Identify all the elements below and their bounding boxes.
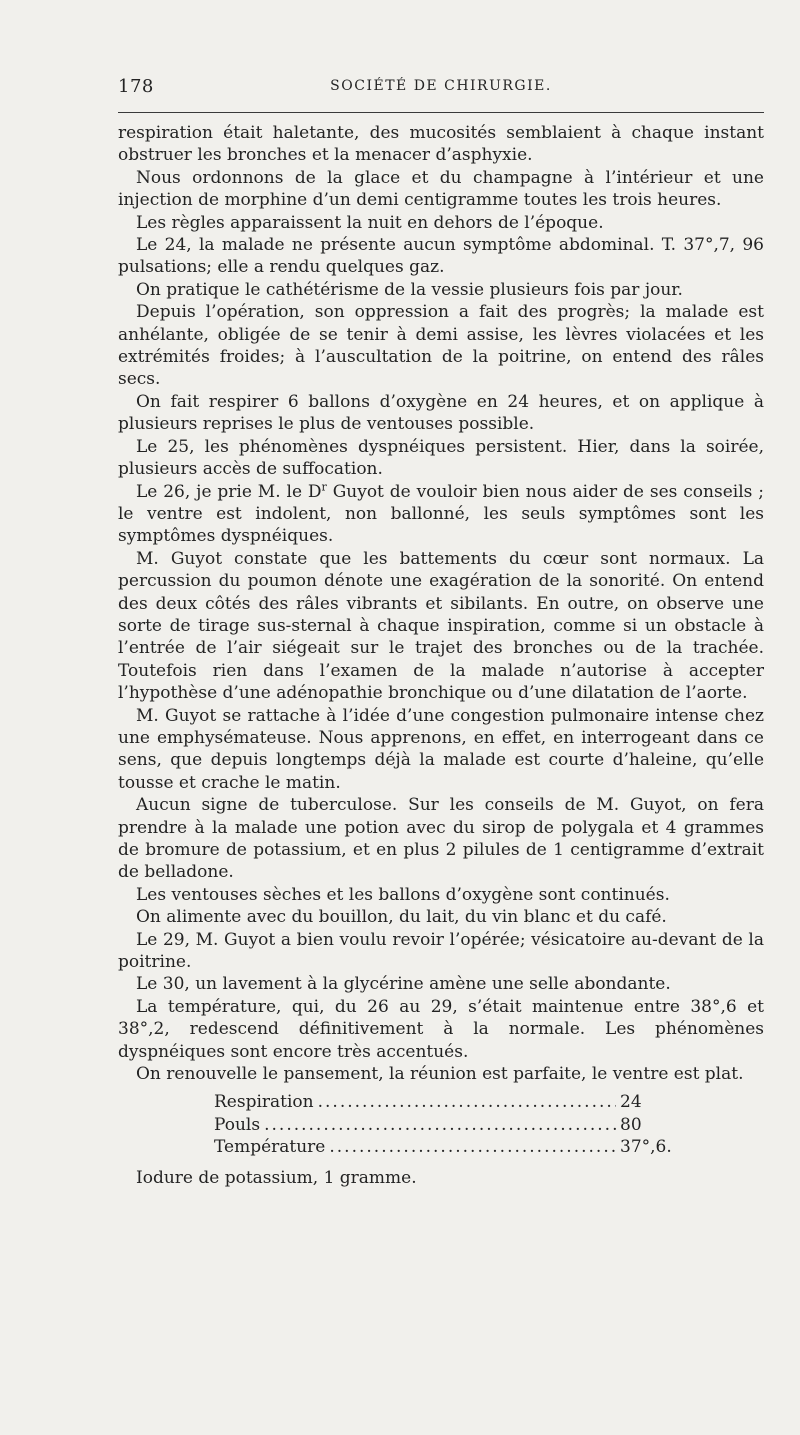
- dot-leader: [264, 1114, 616, 1136]
- page-header: [118, 76, 764, 100]
- paragraph: Le 24, la malade ne présente aucun symptôme abdominal. T. 37°,7, 96 pulsations; elle a rendu quelques gaz.: [118, 235, 764, 278]
- paragraph: On pratique le cathétérisme de la vessie plusieurs fois par jour.: [136, 279, 683, 300]
- paragraph: Les règles apparaissent la nuit en dehors de l’époque.: [136, 212, 604, 233]
- final-line: Iodure de potassium, 1 gramme.: [136, 1167, 417, 1188]
- dot-leader: [318, 1091, 616, 1113]
- paragraph: On fait respirer 6 ballons d’oxygène en 24 heures, et on applique à plusieurs reprises le plus de ventouses possible.: [118, 391, 764, 435]
- paragraph: Les ventouses sèches et les ballons d’oxygène sont continués.: [136, 884, 670, 905]
- vital-row-respiration: [214, 1091, 674, 1113]
- vital-label: Respiration: [214, 1092, 314, 1113]
- paragraph-text: Guyot de vouloir bien nous aider de ses conseils ; le ventre est indolent, non ballonné, les seuls symptômes sont les symptômes dyspnéiques.: [118, 481, 764, 547]
- vitals-table: [214, 1091, 674, 1158]
- paragraph: M. Guyot constate que les battements du cœur sont normaux. La percussion du poumon dénote une exagération de la sonorité. On entend des deux côtés des râles vibrants et sibilants. En outre, on observe une sorte de tirage sus-sternal à chaque inspiration, comme si un obstacle à l’entrée de l’air siégeait sur le trajet des bronches ou de la trachée. Toutefois rien dans l’examen de la malade n’autorise à accepter l’hypothèse d’une adénopathie bronchique ou d’une dilatation de l’aorte.: [118, 548, 764, 704]
- running-title: SOCIÉTÉ DE CHIRURGIE.: [330, 78, 552, 94]
- paragraph: On alimente avec du bouillon, du lait, du vin blanc et du café.: [136, 907, 667, 928]
- paragraph-text: Le 26, je prie M. le D: [136, 481, 322, 502]
- vital-row-temperature: [214, 1136, 674, 1158]
- vital-value: 80: [620, 1114, 642, 1135]
- paragraph-guyot-consult: [118, 481, 764, 548]
- dot-leader: [329, 1136, 616, 1158]
- vital-label: Pouls: [214, 1114, 261, 1135]
- vital-label: Température: [214, 1137, 326, 1158]
- paragraph: La température, qui, du 26 au 29, s’était maintenue entre 38°,6 et 38°,2, redescend définitivement à la normale. Les phénomènes dyspnéiques sont encore très accentués.: [118, 996, 764, 1062]
- body-text: [118, 122, 764, 1189]
- superscript: r: [321, 479, 327, 493]
- header-rule: [118, 112, 764, 113]
- paragraph: Aucun signe de tuberculose. Sur les conseils de M. Guyot, on fera prendre à la malade une potion avec du sirop de polygala et 4 grammes de bromure de potassium, et en plus 2 pilules de 1 centigramme d’extrait de belladone.: [118, 795, 764, 883]
- paragraph: Depuis l’opération, son oppression a fait des progrès; la malade est anhélante, obligée de se tenir à demi assise, les lèvres violacées et les extrémités froides; à l’auscultation de la poitrine, on entend des râles secs.: [118, 302, 764, 390]
- paragraph: Le 29, M. Guyot a bien voulu revoir l’opérée; vésicatoire au-devant de la poitrine.: [118, 929, 764, 973]
- paragraph: On renouvelle le pansement, la réunion est parfaite, le ventre est plat.: [136, 1064, 744, 1085]
- vital-row-pouls: [214, 1114, 674, 1136]
- paragraph: Le 30, un lavement à la glycérine amène une selle abondante.: [136, 974, 671, 995]
- vital-value: 24: [620, 1092, 642, 1113]
- vital-value: 37°,6.: [620, 1137, 672, 1158]
- paragraph: M. Guyot se rattache à l’idée d’une congestion pulmonaire intense chez une emphysémateuse. Nous apprenons, en effet, en interrogeant dans ce sens, que depuis longtemps déjà la malade est courte d’haleine, qu’elle tousse et crache le matin.: [118, 705, 764, 793]
- paragraph: respiration était haletante, des mucosités semblaient à chaque instant obstruer les bronches et la menacer d’asphyxie.: [118, 123, 764, 166]
- paragraph: Le 25, les phénomènes dyspnéiques persistent. Hier, dans la soirée, plusieurs accès de suffocation.: [118, 436, 764, 480]
- paragraph: Nous ordonnons de la glace et du champagne à l’intérieur et une injection de morphine d’un demi centigramme toutes les trois heures.: [118, 167, 764, 211]
- page-number: 178: [118, 76, 154, 97]
